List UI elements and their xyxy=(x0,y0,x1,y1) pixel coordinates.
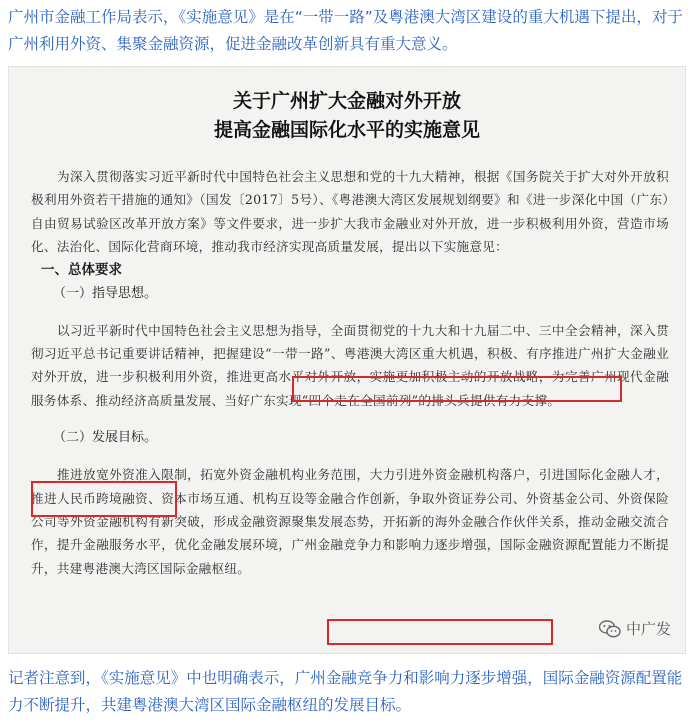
document-title xyxy=(9,87,685,145)
document-scan-image xyxy=(8,66,686,654)
goals-paragraph: 推进放宽外资准入限制，拓宽外资金融机构业务范围，大力引进外资金融机构落户，引进国际化金融人才，推进人民币跨境融资、资本市场互通、机构互设等金融合作创新，争取外资证券公司、外资基金公司、外资保险公司等外资金融机构有新突破，形成金融资源聚集发展态势，开拓新的海外金融合作伙伴关系，推动金融交流合作，提升金融服务水平，优化金融发展环境，广州金融竞争力和影响力逐步增强，国际金融资源配置能力不断提升，共建粤港澳大湾区国际金融枢纽。 xyxy=(31,467,669,576)
highlight-box-hub xyxy=(327,619,553,645)
intro-paragraph: 广州市金融工作局表示，《实施意见》是在“一带一路”及粤港澳大湾区建设的重大机遇下提出，对于广州利用外资、集聚金融资源，促进金融改革创新具有重大意义。 xyxy=(8,8,683,53)
document-body xyxy=(31,165,669,580)
guiding-paragraph: 以习近平新时代中国特色社会主义思想为指导，全面贯彻党的十九大和十九届二中、三中全会精神，深入贯彻习近平总书记重要讲话精神，把握建设“一带一路”、粤港澳大湾区重大机遇，积极、有序推进广州扩大金融业对外开放，进一步积极利用外资，推进更高水平对外开放，实施更加积极主动的开放战略，为完善广州现代金融服务体系、推动经济高质量发展、当好广东实现“四个走在全国前列”的排头兵提供有力支撑。 xyxy=(31,322,669,408)
subsection-heading-guiding: （一）指导思想。 xyxy=(53,285,158,301)
outro-paragraph: 记者注意到，《实施意见》中也明确表示，广州金融竞争力和影响力逐步增强，国际金融资源配置能力不断提升，共建粤港澳大湾区国际金融枢纽的发展目标。 xyxy=(8,669,683,714)
highlight-box-goals-heading xyxy=(31,481,177,517)
watermark-text: 中广发 xyxy=(625,620,671,638)
preamble-paragraph: 为深入贯彻落实习近平新时代中国特色社会主义思想和党的十九大精神，根据《国务院关于扩大对外开放积极利用外资若干措施的通知》（国发〔2017〕5号）、《粤港澳大湾区发展规划纲要》和《进一步深化中国（广东）自由贸易试验区改革开放方案》等文件要求，进一步扩大我市金融业对外开放，进一步积极利用外资，营造市场化、法治化、国际化营商环境，推动我市经济实现高质量发展，提出以下实施意见： xyxy=(31,169,669,255)
section-heading-general: 一、总体要求 xyxy=(41,261,122,278)
document-title-line-1: 关于广州扩大金融对外开放 xyxy=(232,90,461,112)
document-title-line-2: 提高金融国际化水平的实施意见 xyxy=(213,119,480,141)
subsection-heading-goals: （二）发展目标。 xyxy=(53,430,158,446)
watermark xyxy=(599,618,671,639)
wechat-icon xyxy=(599,620,621,638)
highlight-box-belt-road xyxy=(292,376,622,402)
